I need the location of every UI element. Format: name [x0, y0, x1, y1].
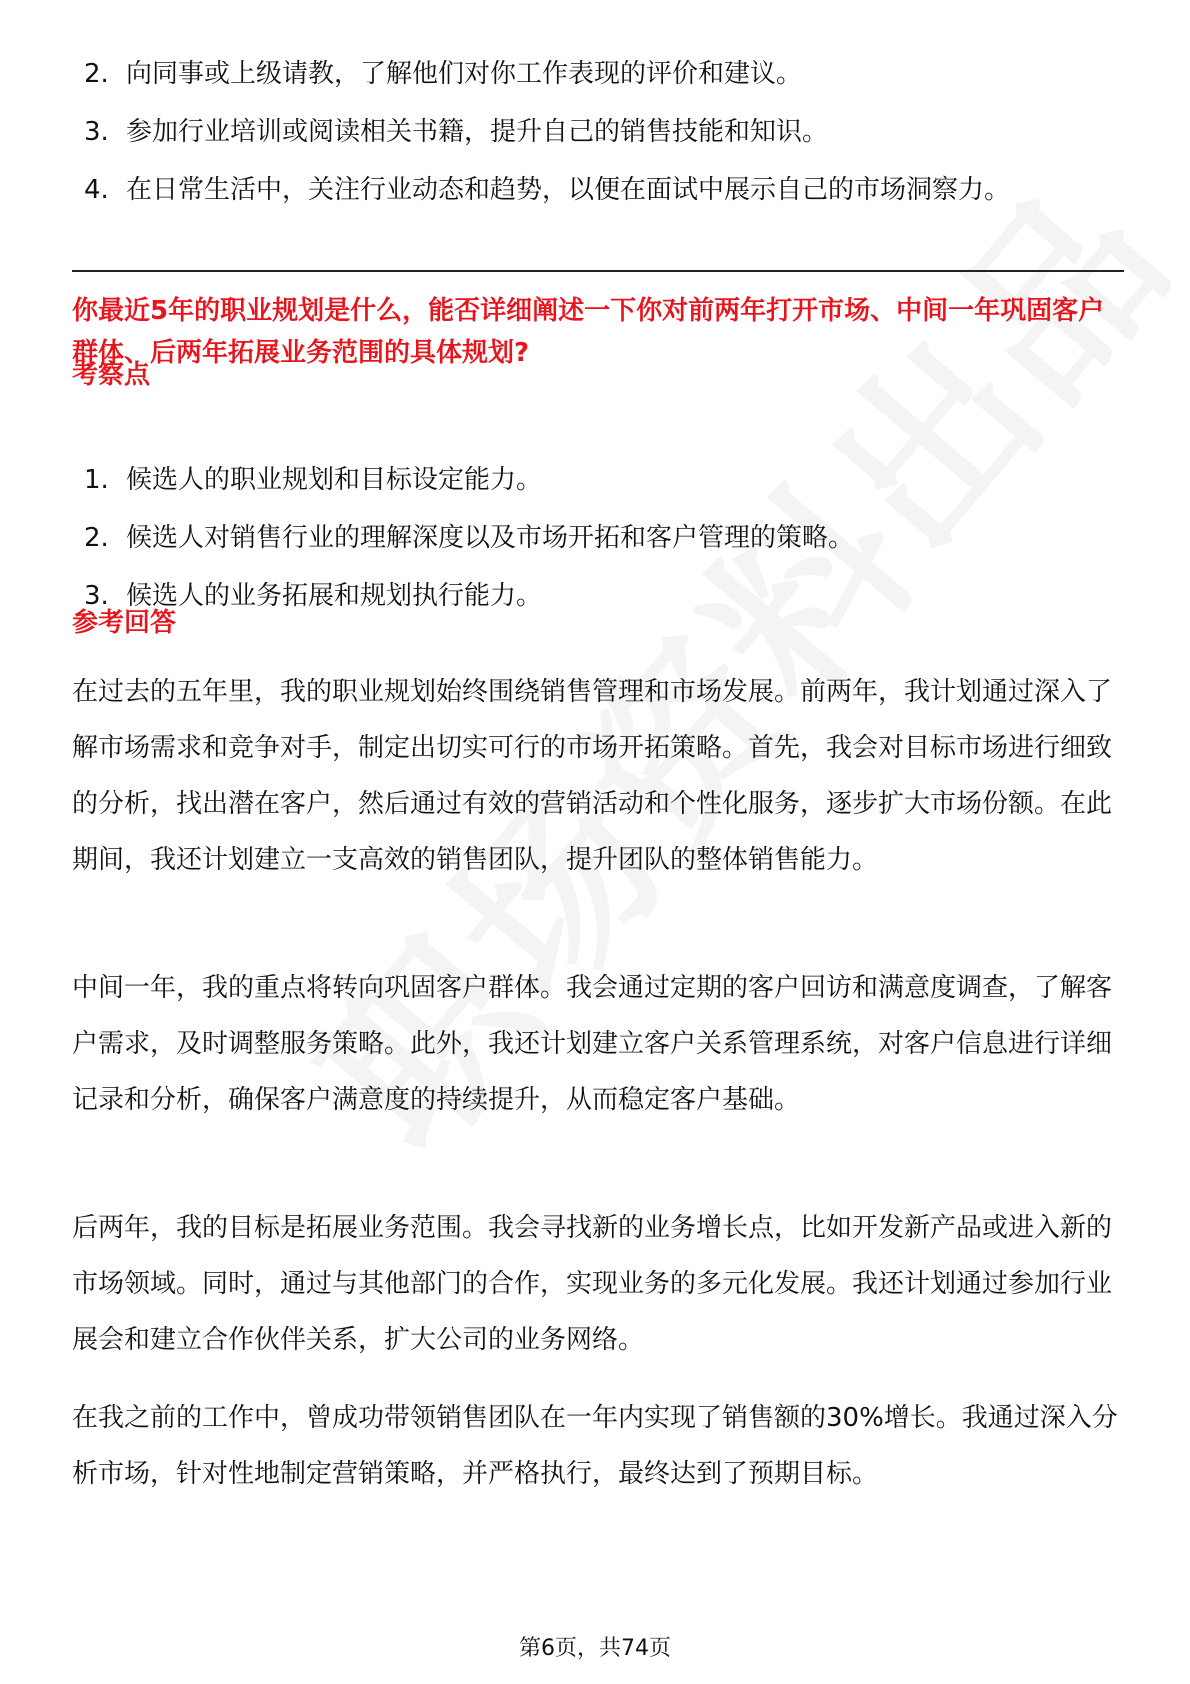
list-item: [84, 458, 1114, 516]
list-text: 候选人的职业规划和目标设定能力。: [126, 465, 543, 495]
list-number: 3.: [84, 581, 109, 611]
list-number: 3.: [84, 117, 109, 147]
list-text: 候选人对销售行业的理解深度以及市场开拓和客户管理的策略。: [126, 523, 855, 553]
list-text: 向同事或上级请教，了解他们对你工作表现的评价和建议。: [126, 59, 803, 89]
list-item: [84, 110, 1114, 168]
focus-heading: 考察点: [72, 360, 151, 390]
list-item: [84, 52, 1114, 110]
focus-list: [84, 458, 1114, 632]
top-list: [84, 52, 1114, 226]
answer-paragraph: 在过去的五年里，我的职业规划始终围绕销售管理和市场发展。前两年，我计划通过深入了解市场需求和竞争对手，制定出切实可行的市场开拓策略。首先，我会对目标市场进行细致的分析，找出潜在客户，然后通过有效的营销活动和个性化服务，逐步扩大市场份额。在此期间，我还计划建立一支高效的销售团队，提升团队的整体销售能力。: [72, 677, 1113, 875]
page-footer: 第6页，共74页: [519, 1636, 671, 1661]
list-number: 4.: [84, 175, 109, 205]
answer-paragraph: 后两年，我的目标是拓展业务范围。我会寻找新的业务增长点，比如开发新产品或进入新的市场领域。同时，通过与其他部门的合作，实现业务的多元化发展。我还计划通过参加行业展会和建立合作伙伴关系，扩大公司的业务网络。: [72, 1213, 1113, 1355]
list-item: [84, 168, 1114, 226]
answer-paragraph: 在我之前的工作中，曾成功带领销售团队在一年内实现了销售额的30%增长。我通过深入分析市场，针对性地制定营销策略，并严格执行，最终达到了预期目标。: [72, 1403, 1118, 1489]
section-divider: [72, 270, 1124, 272]
list-text: 在日常生活中，关注行业动态和趋势，以便在面试中展示自己的市场洞察力。: [126, 175, 1011, 205]
list-item: [84, 574, 1114, 632]
answer-heading: 参考回答: [72, 608, 177, 638]
list-item: [84, 516, 1114, 574]
list-number: 2.: [84, 523, 109, 553]
list-number: 2.: [84, 59, 109, 89]
list-number: 1.: [84, 465, 109, 495]
list-text: 候选人的业务拓展和规划执行能力。: [126, 581, 543, 611]
list-text: 参加行业培训或阅读相关书籍，提升自己的销售技能和知识。: [126, 117, 829, 147]
answer-paragraph: 中间一年，我的重点将转向巩固客户群体。我会通过定期的客户回访和满意度调查，了解客户需求，及时调整服务策略。此外，我还计划建立客户关系管理系统，对客户信息进行详细记录和分析，确保客户满意度的持续提升，从而稳定客户基础。: [72, 973, 1113, 1115]
question-heading: 你最近5年的职业规划是什么，能否详细阐述一下你对前两年打开市场、中间一年巩固客户群体、后两年拓展业务范围的具体规划?: [72, 296, 1105, 368]
